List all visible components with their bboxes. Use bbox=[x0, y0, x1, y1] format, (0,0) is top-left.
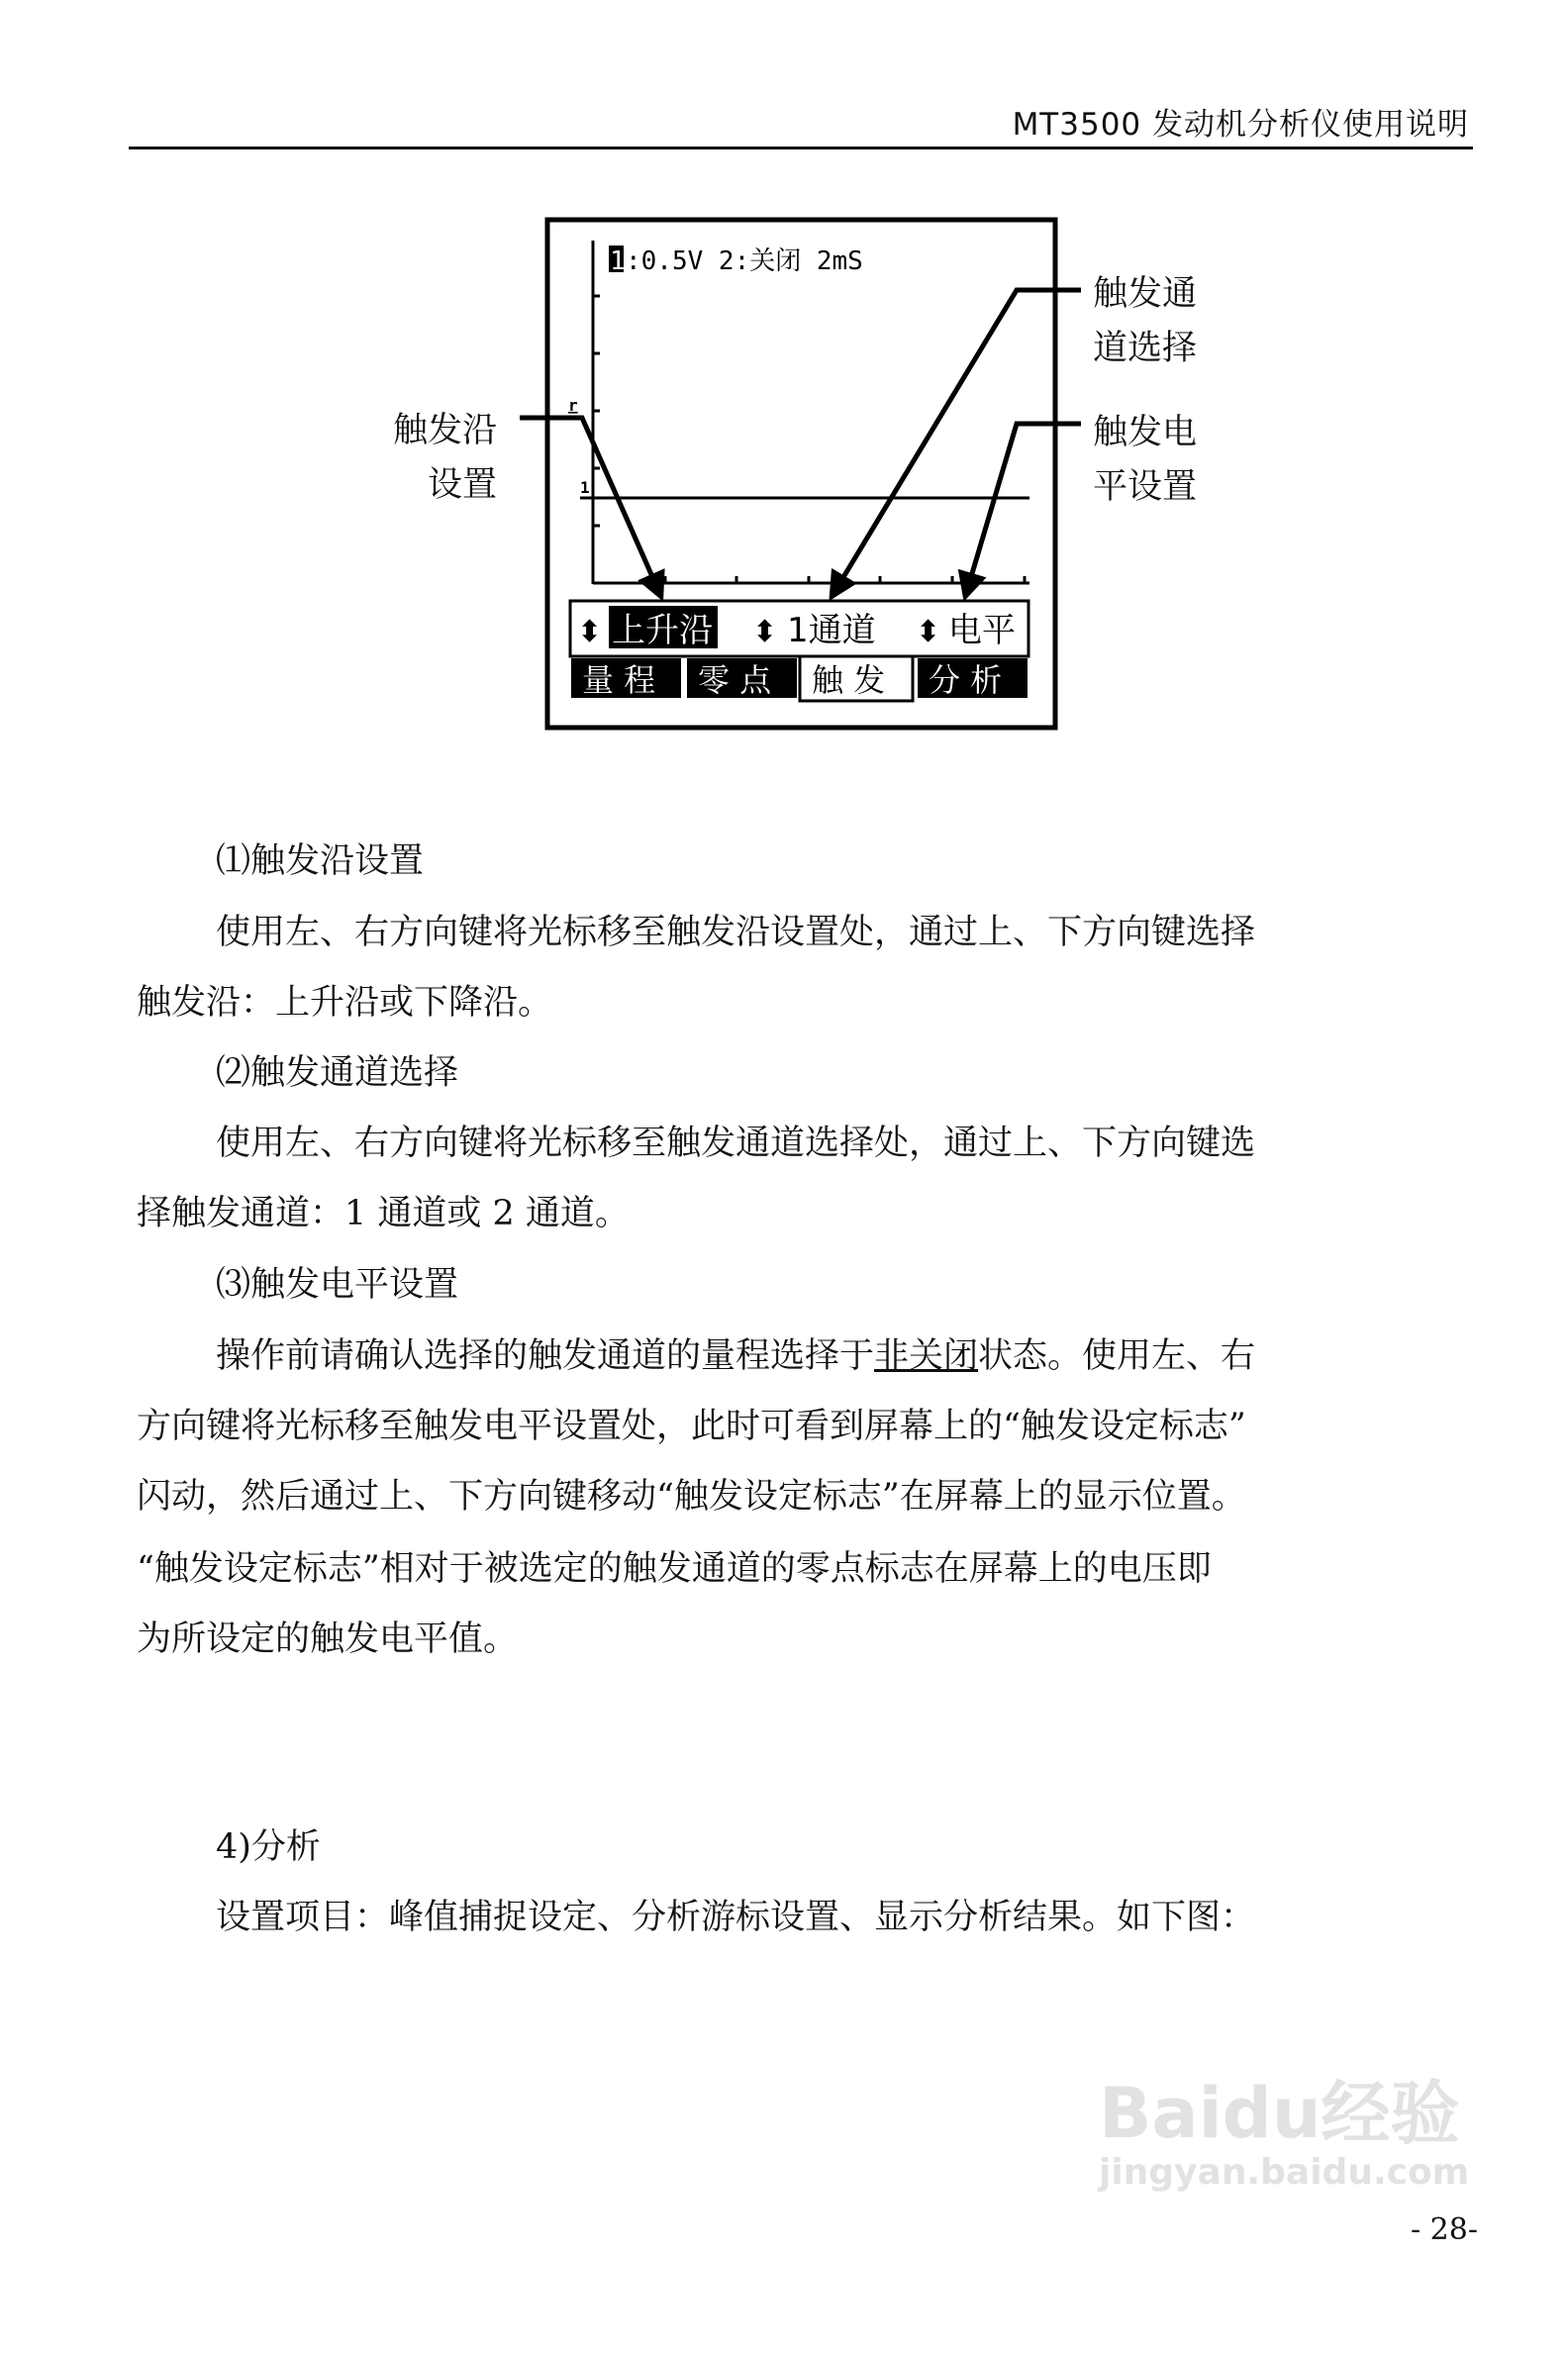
callout-edge-label: 触发沿 设置 bbox=[393, 411, 498, 505]
paragraph: 操作前请确认选择的触发通道的量程选择于非关闭状态。使用左、右 bbox=[216, 1336, 1256, 1376]
callout-level-label: 触发电 平设置 bbox=[1093, 413, 1198, 507]
status-line: :0.5V 2:关闭 2mS bbox=[626, 246, 863, 276]
paragraph: 使用左、右方向键将光标移至触发沿设置处，通过上、下方向键选择 bbox=[216, 913, 1256, 952]
tab-trigger[interactable]: 触 发 bbox=[812, 661, 886, 699]
section-1-title: ⑴触发沿设置 bbox=[216, 841, 425, 881]
callout-channel-label: 触发通 道选择 bbox=[1093, 274, 1198, 368]
status-ch1: 1 bbox=[610, 246, 626, 276]
section-4-title: 4)分析 bbox=[216, 1827, 321, 1867]
paragraph: 为所设定的触发电平值。 bbox=[137, 1620, 519, 1659]
option-level-arrow[interactable]: ⬍ bbox=[916, 615, 941, 649]
option-channel-arrow[interactable]: ⬍ bbox=[752, 615, 778, 649]
running-header: MT3500 发动机分析仪使用说明 bbox=[1012, 107, 1469, 143]
trigger-edge-marker: r bbox=[568, 396, 578, 415]
device-figure bbox=[0, 0, 1568, 792]
paragraph: 使用左、右方向键将光标移至触发通道选择处，通过上、下方向键选 bbox=[216, 1124, 1256, 1163]
paragraph: 设置项目：峰值捕捉设定、分析游标设置、显示分析结果。如下图： bbox=[216, 1898, 1256, 1937]
paragraph: “触发设定标志”相对于被选定的触发通道的零点标志在屏幕上的电压即 bbox=[137, 1549, 1212, 1589]
option-level[interactable]: 电平 bbox=[948, 611, 1016, 650]
option-edge[interactable]: 上升沿 bbox=[612, 611, 713, 650]
tab-analyze[interactable]: 分 析 bbox=[929, 661, 1003, 699]
paragraph: 方向键将光标移至触发电平设置处，此时可看到屏幕上的“触发设定标志” bbox=[137, 1407, 1246, 1446]
tab-range[interactable]: 量 程 bbox=[582, 661, 656, 699]
option-edge-arrow[interactable]: ⬍ bbox=[577, 615, 603, 649]
section-2-title: ⑵触发通道选择 bbox=[216, 1053, 459, 1093]
page-number: - 28- bbox=[1411, 2212, 1478, 2247]
paragraph: 闪动，然后通过上、下方向键移动“触发设定标志”在屏幕上的显示位置。 bbox=[137, 1477, 1246, 1517]
paragraph: 择触发通道：1 通道或 2 通道。 bbox=[137, 1194, 630, 1233]
baidu-watermark: Baidu经验 jingyan.baidu.com bbox=[1099, 2073, 1470, 2193]
option-channel[interactable]: 1通道 bbox=[787, 611, 876, 650]
tab-zero[interactable]: 零 点 bbox=[698, 661, 772, 699]
paragraph: 触发沿：上升沿或下降沿。 bbox=[137, 983, 553, 1023]
channel1-marker: 1 bbox=[580, 478, 590, 497]
section-3-title: ⑶触发电平设置 bbox=[216, 1265, 459, 1305]
